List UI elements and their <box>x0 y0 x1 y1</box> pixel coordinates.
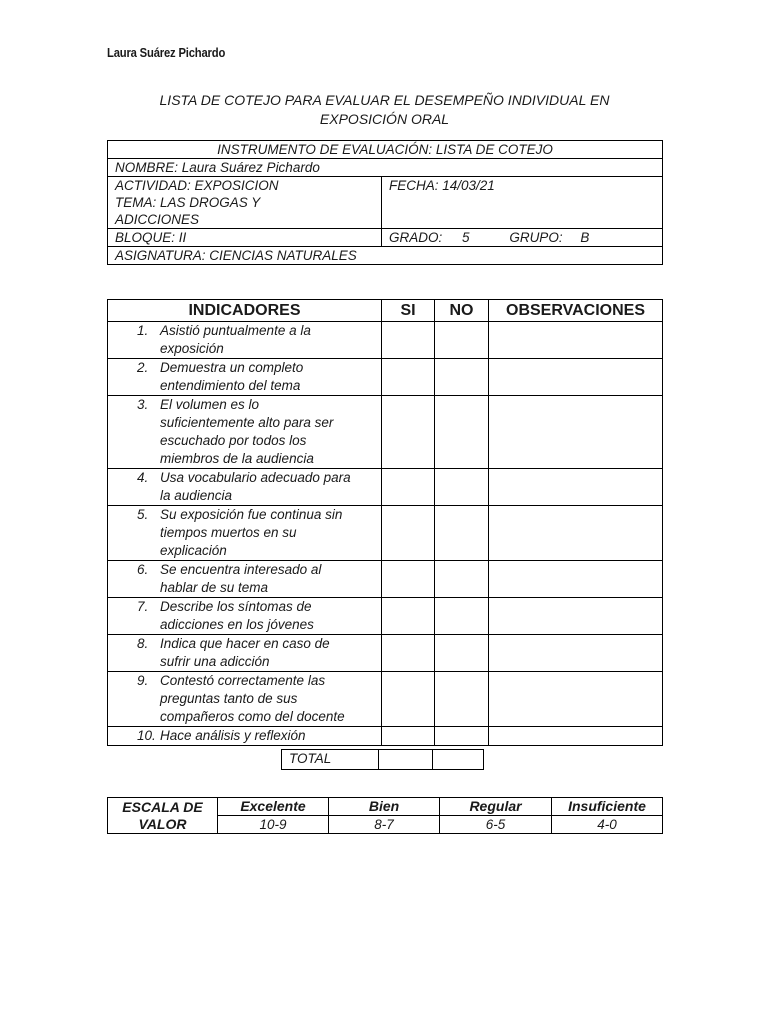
observaciones-cell[interactable] <box>489 396 663 469</box>
info-row-instrumento <box>108 141 663 159</box>
no-cell[interactable] <box>435 396 489 469</box>
indicator-number: 3. <box>137 397 149 412</box>
indicator-cell <box>108 469 382 506</box>
total-table <box>281 749 484 770</box>
indicator-text-line: Describe los síntomas de <box>160 599 312 614</box>
si-cell[interactable] <box>382 359 435 396</box>
actividad-line-1: ACTIVIDAD: EXPOSICION <box>115 178 279 193</box>
asignatura-cell: ASIGNATURA: CIENCIAS NATURALES <box>108 247 663 265</box>
indicator-number: 2. <box>137 360 149 375</box>
si-cell[interactable] <box>382 396 435 469</box>
si-cell[interactable] <box>382 598 435 635</box>
table-row <box>108 469 663 506</box>
indicator-cell <box>108 322 382 359</box>
header-no: NO <box>435 300 489 322</box>
si-cell[interactable] <box>382 506 435 561</box>
no-cell[interactable] <box>435 469 489 506</box>
scale-range-regular: 6-5 <box>440 816 552 834</box>
title-line-2: EXPOSICIÓN ORAL <box>319 111 450 127</box>
grado-value: 5 <box>462 230 470 245</box>
grado-grupo-cell <box>382 229 663 247</box>
indicators-table <box>107 299 663 746</box>
scale-range-excelente: 10-9 <box>218 816 329 834</box>
indicator-text-line: tiempos muertos en su <box>160 525 297 540</box>
scale-label-cell <box>108 798 218 834</box>
observaciones-cell[interactable] <box>489 727 663 746</box>
no-cell[interactable] <box>435 359 489 396</box>
table-row <box>108 322 663 359</box>
grado-label: GRADO: <box>389 230 443 245</box>
scale-row-levels <box>108 798 663 816</box>
indicator-text-line: preguntas tanto de sus <box>160 691 298 706</box>
indicator-text-line: adicciones en los jóvenes <box>160 617 314 632</box>
observaciones-cell[interactable] <box>489 635 663 672</box>
indicator-cell <box>108 561 382 598</box>
table-row <box>108 727 663 746</box>
si-cell[interactable] <box>382 469 435 506</box>
scale-range-insuficiente: 4-0 <box>552 816 663 834</box>
si-cell[interactable] <box>382 672 435 727</box>
indicator-number: 4. <box>137 470 149 485</box>
indicator-text-line: Hace análisis y reflexión <box>160 728 306 743</box>
header-observaciones: OBSERVACIONES <box>489 300 663 322</box>
indicator-text-line: Su exposición fue continua sin <box>160 507 343 522</box>
scale-level-bien: Bien <box>329 798 440 816</box>
info-row-asignatura <box>108 247 663 265</box>
nombre-cell: NOMBRE: Laura Suárez Pichardo <box>108 159 663 177</box>
info-row-nombre <box>108 159 663 177</box>
title-line-1: LISTA DE COTEJO PARA EVALUAR EL DESEMPEÑO INDIVIDUAL EN <box>159 92 610 108</box>
indicators-header-row <box>108 300 663 322</box>
indicator-text-line: exposición <box>160 341 224 356</box>
info-table <box>107 140 663 265</box>
actividad-cell <box>108 177 382 229</box>
observaciones-cell[interactable] <box>489 322 663 359</box>
grupo-value: B <box>580 230 590 245</box>
total-label: TOTAL <box>282 750 379 770</box>
total-no-cell[interactable] <box>433 750 484 770</box>
observaciones-cell[interactable] <box>489 672 663 727</box>
indicator-text-line: sufrir una adicción <box>160 654 270 669</box>
indicator-number: 5. <box>137 507 149 522</box>
indicator-text-line: Asistió puntualmente a la <box>160 323 311 338</box>
scale-table <box>107 797 663 834</box>
actividad-line-2: TEMA: LAS DROGAS Y <box>115 195 261 210</box>
no-cell[interactable] <box>435 672 489 727</box>
scale-level-excelente: Excelente <box>218 798 329 816</box>
no-cell[interactable] <box>435 561 489 598</box>
indicator-text-line: Usa vocabulario adecuado para <box>160 470 351 485</box>
indicator-cell <box>108 506 382 561</box>
total-si-cell[interactable] <box>379 750 433 770</box>
observaciones-cell[interactable] <box>489 598 663 635</box>
scale-level-regular: Regular <box>440 798 552 816</box>
indicator-number: 10. <box>137 728 156 743</box>
table-row <box>108 672 663 727</box>
fecha-cell: FECHA: 14/03/21 <box>382 177 663 229</box>
indicator-text-line: Demuestra un completo <box>160 360 304 375</box>
indicator-cell <box>108 672 382 727</box>
si-cell[interactable] <box>382 561 435 598</box>
table-row <box>108 561 663 598</box>
indicator-text-line: entendimiento del tema <box>160 378 301 393</box>
actividad-line-3: ADICCIONES <box>115 212 200 227</box>
scale-label-line-1: ESCALA DE <box>122 798 203 815</box>
indicator-text-line: la audiencia <box>160 488 233 503</box>
scale-level-insuficiente: Insuficiente <box>552 798 663 816</box>
info-row-bloque <box>108 229 663 247</box>
indicator-text-line: Contestó correctamente las <box>160 673 326 688</box>
indicator-text-line: explicación <box>160 543 227 558</box>
author-name: Laura Suárez Pichardo <box>107 46 226 60</box>
indicator-cell <box>108 396 382 469</box>
indicator-cell <box>108 727 382 746</box>
indicators-body <box>108 322 663 746</box>
indicator-number: 1. <box>137 323 149 338</box>
indicator-text-line: hablar de su tema <box>160 580 269 595</box>
table-row <box>108 359 663 396</box>
si-cell[interactable] <box>382 727 435 746</box>
si-cell[interactable] <box>382 635 435 672</box>
indicator-cell <box>108 598 382 635</box>
document-title <box>107 91 662 129</box>
scale-range-bien: 8-7 <box>329 816 440 834</box>
indicator-cell <box>108 359 382 396</box>
indicator-text-line: Indica que hacer en caso de <box>160 636 330 651</box>
no-cell[interactable] <box>435 506 489 561</box>
indicator-text-line: compañeros como del docente <box>160 709 345 724</box>
indicator-text-line: miembros de la audiencia <box>160 451 314 466</box>
observaciones-cell[interactable] <box>489 469 663 506</box>
info-row-actividad <box>108 177 663 229</box>
no-cell[interactable] <box>435 635 489 672</box>
indicator-number: 6. <box>137 562 149 577</box>
header-indicadores: INDICADORES <box>108 300 382 322</box>
grupo-label: GRUPO: <box>509 230 563 245</box>
instrumento-cell: INSTRUMENTO DE EVALUACIÓN: LISTA DE COTEJO <box>108 141 663 159</box>
observaciones-cell[interactable] <box>489 506 663 561</box>
table-row <box>108 396 663 469</box>
indicator-cell <box>108 635 382 672</box>
table-row <box>108 506 663 561</box>
total-row <box>282 750 484 770</box>
table-row <box>108 598 663 635</box>
indicator-text-line: escuchado por todos los <box>160 433 307 448</box>
no-cell[interactable] <box>435 727 489 746</box>
indicator-number: 7. <box>137 599 149 614</box>
bloque-cell: BLOQUE: II <box>108 229 382 247</box>
indicator-text-line: Se encuentra interesado al <box>160 562 322 577</box>
indicator-text-line: suficientemente alto para ser <box>160 415 334 430</box>
si-cell[interactable] <box>382 322 435 359</box>
observaciones-cell[interactable] <box>489 359 663 396</box>
no-cell[interactable] <box>435 598 489 635</box>
indicator-number: 9. <box>137 673 149 688</box>
table-row <box>108 635 663 672</box>
header-si: SI <box>382 300 435 322</box>
no-cell[interactable] <box>435 322 489 359</box>
scale-label-line-2: VALOR <box>138 815 187 832</box>
indicator-text-line: El volumen es lo <box>160 397 260 412</box>
indicator-number: 8. <box>137 636 149 651</box>
observaciones-cell[interactable] <box>489 561 663 598</box>
